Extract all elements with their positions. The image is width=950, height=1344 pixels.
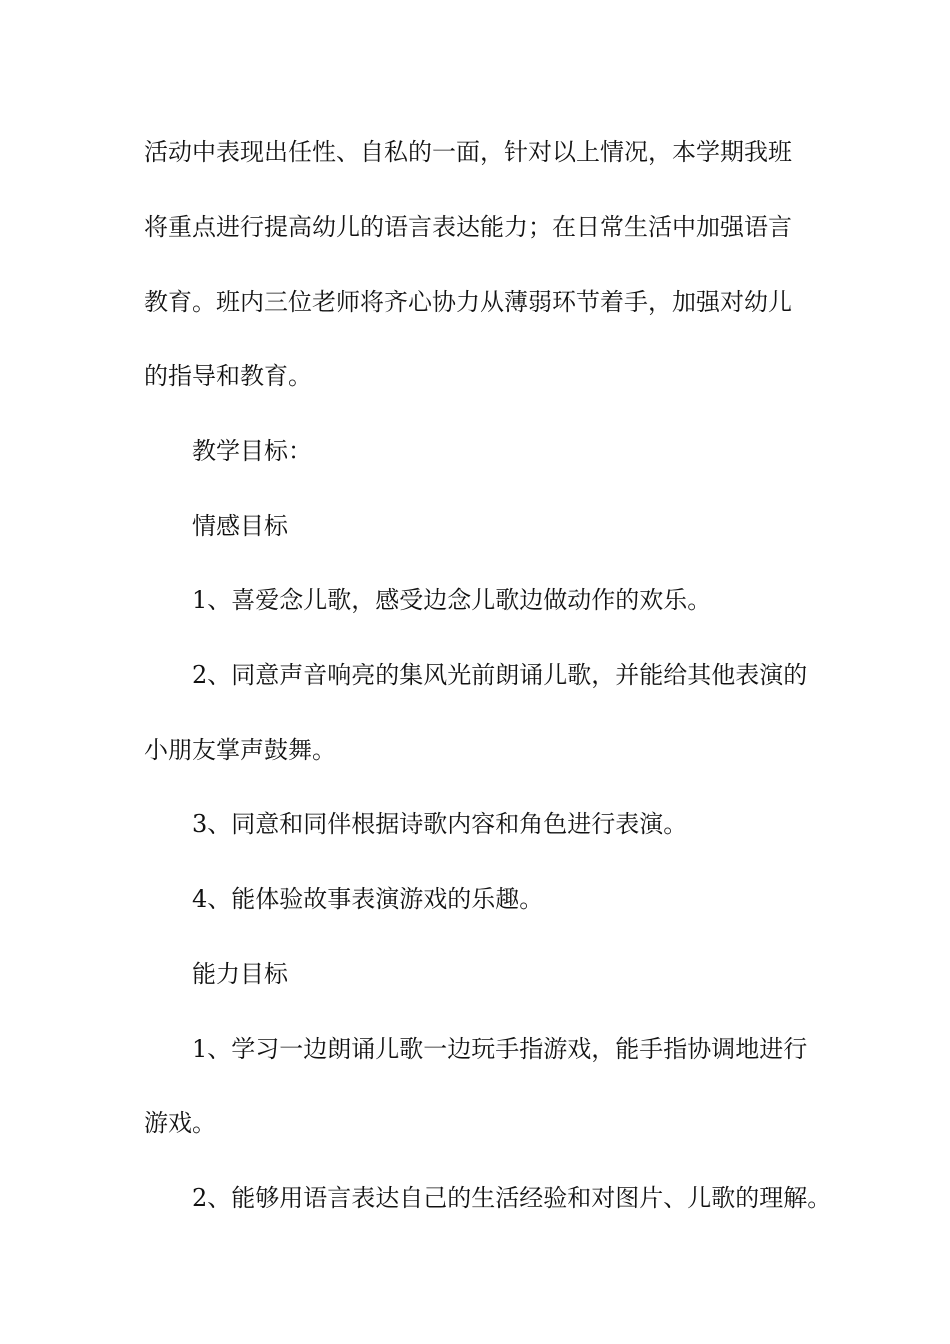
list-item: 4、能体验故事表演游戏的乐趣。 [192, 885, 544, 913]
list-item: 3、同意和同伴根据诗歌内容和角色进行表演。 [192, 810, 688, 838]
subsection-heading: 情感目标 [192, 512, 288, 540]
list-item: 1、喜爱念儿歌，感受边念儿歌边做动作的欢乐。 [192, 586, 712, 614]
list-item-continuation: 小朋友掌声鼓舞。 [144, 736, 336, 764]
section-heading: 教学目标： [192, 437, 312, 465]
list-item-continuation: 游戏。 [144, 1109, 216, 1137]
list-item: 2、能够用语言表达自己的生活经验和对图片、儿歌的理解。 [192, 1184, 832, 1212]
paragraph-line: 教育。班内三位老师将齐心协力从薄弱环节着手，加强对幼儿 [144, 288, 792, 316]
paragraph-line: 活动中表现出任性、自私的一面，针对以上情况，本学期我班 [144, 138, 792, 166]
paragraph-line: 的指导和教育。 [144, 362, 312, 390]
list-item: 1、学习一边朗诵儿歌一边玩手指游戏，能手指协调地进行 [192, 1035, 808, 1063]
list-item: 2、同意声音响亮的集风光前朗诵儿歌，并能给其他表演的 [192, 661, 808, 689]
paragraph-line: 将重点进行提高幼儿的语言表达能力；在日常生活中加强语言 [144, 213, 792, 241]
subsection-heading: 能力目标 [192, 960, 288, 988]
